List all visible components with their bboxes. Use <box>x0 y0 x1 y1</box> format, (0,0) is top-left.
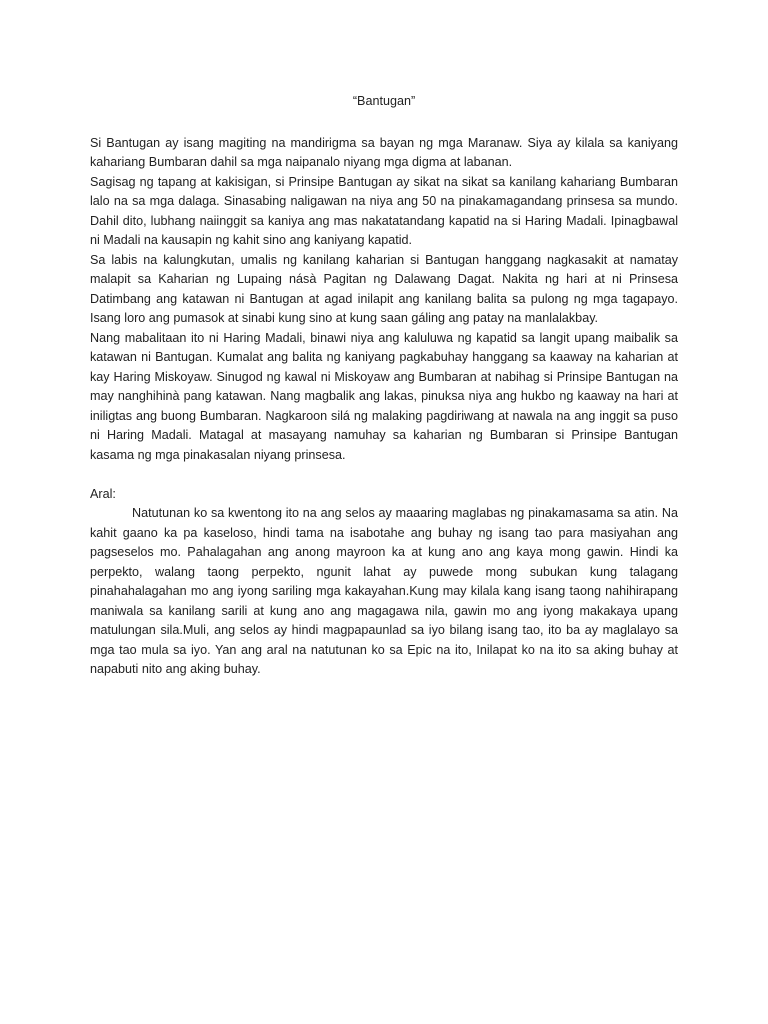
story-paragraph-2: Sagisag ng tapang at kakisigan, si Prinsipe Bantugan ay sikat na sikat sa kanilang kahariang Bumbaran lalo na sa mga dalaga. Sinasabing naligawan na niya ang 50 na pinakamagandang prinsesa sa mundo. Dahil dito, lubhang naiinggit sa kaniya ang mas nakatatandang kapatid na si Haring Madali. Ipinagbawal ni Madali na kausapin ng kahit sino ang kaniyang kapatid. <box>90 174 678 247</box>
story-paragraph-1: Si Bantugan ay isang magiting na mandirigma sa bayan ng mga Maranaw. Siya ay kilala sa kaniyang kahariang Bumbaran dahil sa mga naipanalo niyang mga digma at labanan. <box>90 135 678 169</box>
aral-heading: Aral: <box>90 486 116 501</box>
story-paragraph-4: Nang mabalitaan ito ni Haring Madali, binawi niya ang kaluluwa ng kapatid sa langit upang maibalik sa katawan ni Bantugan. Kumalat ang balita ng kaniyang pagkabuhay hanggang sa kaaway na kaharian at kay Haring Miskoyaw. Sinugod ng kawal ni Miskoyaw ang Bumbaran at nabihag si Prinsipe Bantugan na may nanghihinà pang katawan. Nang magbalik ang lakas, pinuksa niya ang hukbo ng kaaway na hari at iniligtas ang buong Bumbaran. Nagkaroon silá ng malaking pagdiriwang at nawala na ang inggit sa puso ni Haring Madali. Matagal at masayang namuhay sa kaharian ng Bumbaran si Prinsipe Bantugan kasama ng mga pinakasalan niyang prinsesa. <box>90 330 678 462</box>
section-spacer <box>90 465 678 485</box>
aral-paragraph: Natutunan ko sa kwentong ito na ang selos ay maaaring maglabas ng pinakamasama sa atin. Na kahit gaano ka pa kaseloso, hindi tama na isabotahe ang buhay ng isang tao para masiyahan ang pagseselos mo. Pahalagahan ang anong mayroon ka at kung ano ang kaya mong gawin. Hindi ka perpekto, walang taong perpekto, ngunit lahat ay puwede mong subukan kung talagang pinahahalagahan mo ang iyong sariling mga kakayahan.Kung may kilala kang isang taong nahihirapang maniwala sa kanilang sarili at kung ano ang magagawa nila, gawin mo ang iyong makakaya upang matulungan sila.Muli, ang selos ay hindi magpapaunlad sa iyo bilang isang tao, ito ba ay maglalayo sa mga tao mula sa iyo. Yan ang aral na natutunan ko sa Epic na ito, Inilapat ko na ito sa aking buhay at napabuti nito ang aking buhay. <box>90 506 678 676</box>
story-paragraph-3: Sa labis na kalungkutan, umalis ng kanilang kaharian si Bantugan hanggang nagkasakit at namatay malapit sa Kaharian ng Lupaing násà Pagitan ng Dalawang Dagat. Nakita ng hari at ni Prinsesa Datimbang ang katawan ni Bantugan at agad inilapit ang kanilang balita sa pulong ng mga tagapayo. Isang loro ang pumasok at sinabi kung sino at kung saan gáling ang patay na manlalakbay. <box>90 252 678 325</box>
document-title: “Bantugan” <box>352 94 416 108</box>
